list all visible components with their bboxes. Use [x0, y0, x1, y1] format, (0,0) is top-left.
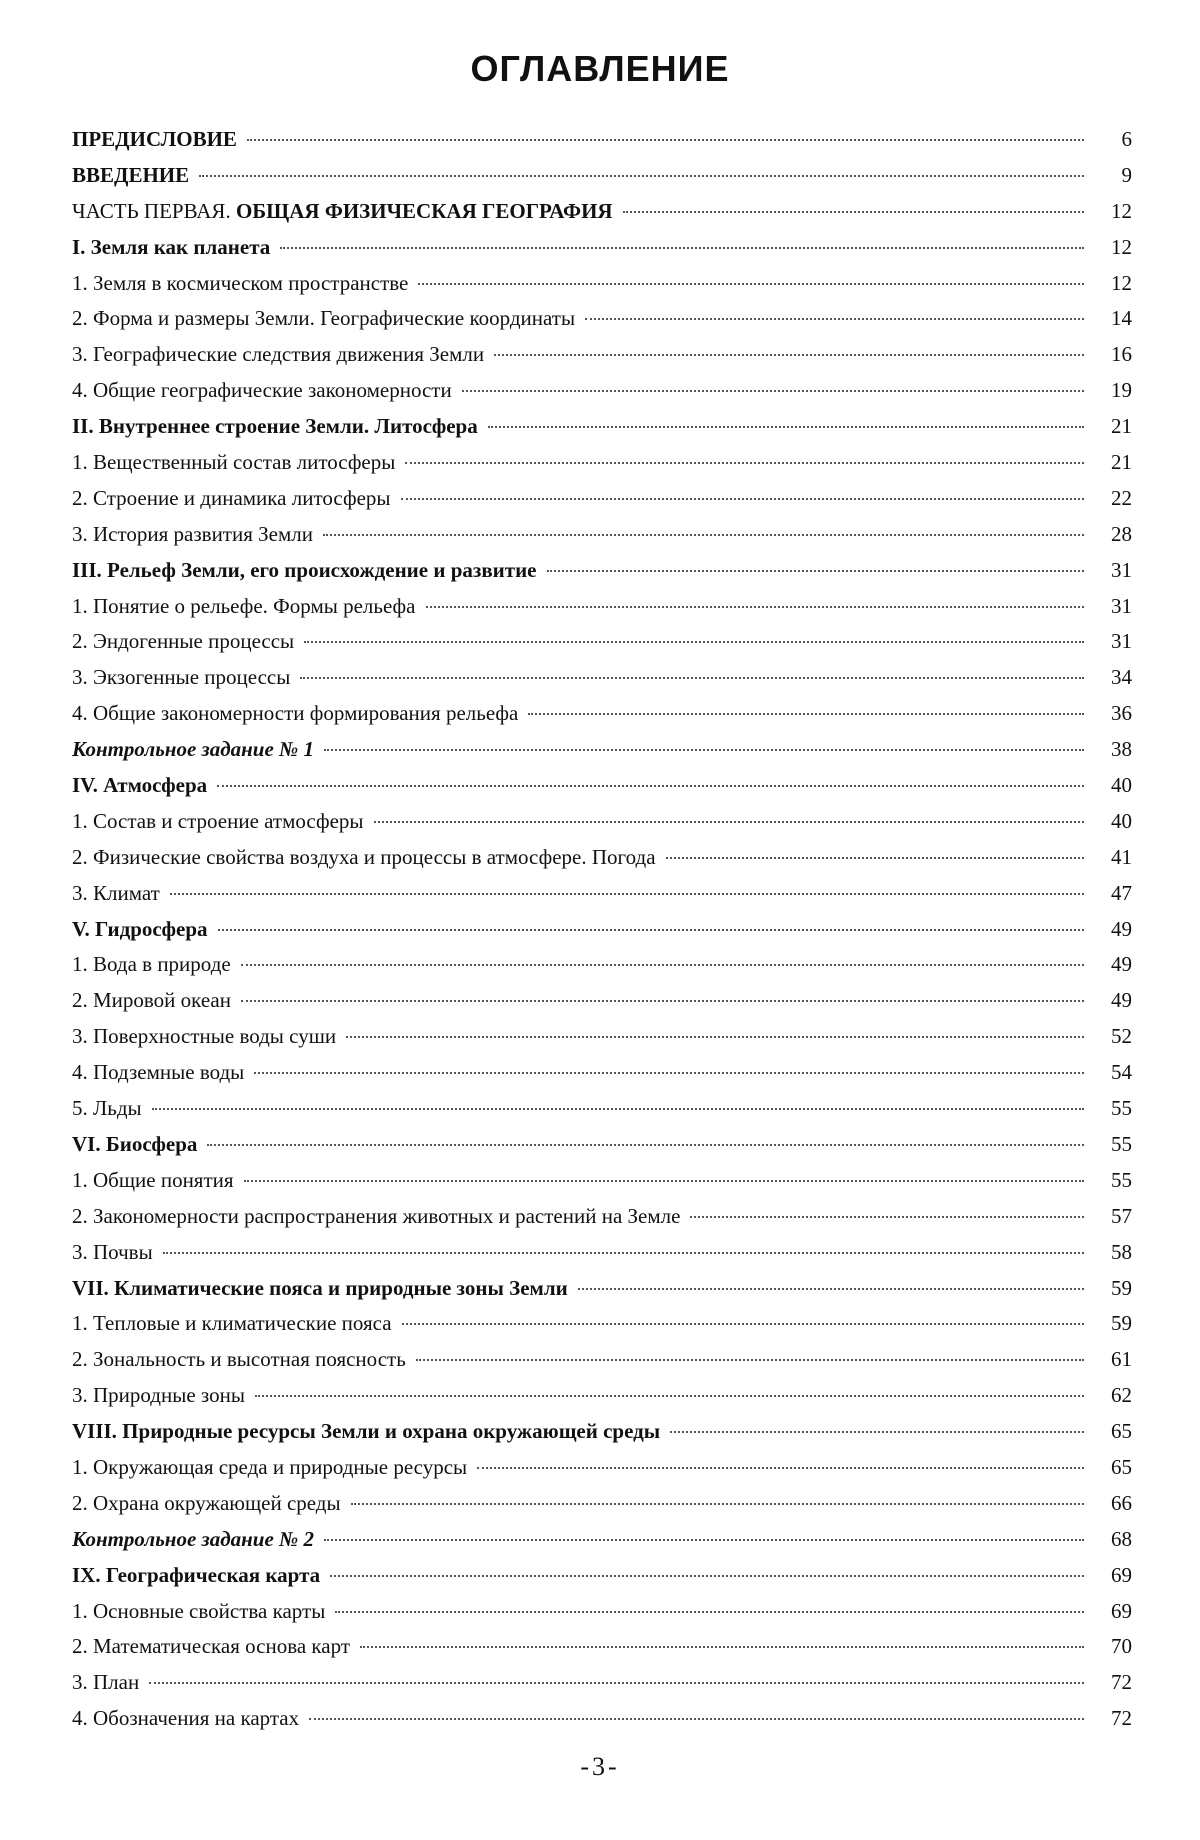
toc-entry-page-number: 69	[1111, 1562, 1132, 1587]
toc-entry	[72, 1055, 1132, 1091]
toc-entry-label: 2. Эндогенные процессы	[72, 629, 295, 654]
toc-entry-page-number: 55	[1111, 1096, 1132, 1121]
toc-entry	[72, 1558, 1132, 1594]
dot-leader	[255, 1374, 1084, 1397]
toc-entry	[72, 768, 1132, 804]
toc-entry-label: 1. Окружающая среда и природные ресурсы	[72, 1454, 468, 1479]
toc-entry-label: 1. Понятие о рельефе. Формы рельефа	[72, 593, 416, 618]
toc-entry	[72, 1594, 1132, 1630]
toc-entry-label: 3. Поверхностные воды суши	[72, 1024, 337, 1049]
toc-entry-page-number: 72	[1111, 1670, 1132, 1695]
toc-entry	[72, 481, 1132, 517]
toc-entry-page-number: 12	[1111, 198, 1132, 223]
dot-leader	[346, 1015, 1084, 1038]
dot-leader	[247, 118, 1084, 141]
dot-leader	[199, 154, 1084, 177]
table-of-contents	[72, 122, 1132, 1737]
toc-entry	[72, 732, 1132, 768]
toc-entry	[72, 230, 1132, 266]
toc-entry-label: 3. Природные зоны	[72, 1383, 245, 1408]
toc-entry	[72, 445, 1132, 481]
toc-entry-page-number: 28	[1111, 521, 1132, 546]
toc-entry	[72, 301, 1132, 337]
toc-entry-page-number: 16	[1111, 342, 1132, 367]
toc-entry-page-number: 14	[1111, 306, 1132, 331]
dot-leader	[163, 1231, 1084, 1254]
toc-entry	[72, 840, 1132, 876]
dot-leader	[217, 764, 1084, 787]
toc-entry	[72, 1665, 1132, 1701]
toc-entry-page-number: 49	[1111, 988, 1132, 1013]
toc-entry-label: II. Внутреннее строение Земли. Литосфера	[72, 414, 478, 439]
toc-entry-page-number: 36	[1111, 701, 1132, 726]
toc-entry-label: 1. Вода в природе	[72, 952, 231, 977]
toc-entry-label: 2. Математическая основа карт	[72, 1634, 351, 1659]
toc-entry-page-number: 31	[1111, 629, 1132, 654]
dot-leader	[585, 297, 1084, 320]
toc-entry	[72, 1091, 1132, 1127]
toc-entry	[72, 266, 1132, 302]
toc-entry-label: 4. Подземные воды	[72, 1060, 245, 1085]
toc-entry	[72, 804, 1132, 840]
dot-leader	[280, 226, 1084, 249]
dot-leader	[416, 1338, 1084, 1361]
toc-entry-label: 1. Основные свойства карты	[72, 1598, 326, 1623]
toc-entry-page-number: 12	[1111, 234, 1132, 259]
toc-entry-label: 3. Географические следствия движения Земли	[72, 342, 485, 367]
toc-entry	[72, 1414, 1132, 1450]
toc-entry-label: ЧАСТЬ ПЕРВАЯ. ОБЩАЯ ФИЗИЧЕСКАЯ ГЕОГРАФИЯ	[72, 198, 613, 223]
toc-entry-label: Контрольное задание № 1	[72, 737, 315, 762]
toc-entry-page-number: 9	[1121, 162, 1132, 187]
dot-leader	[578, 1267, 1084, 1290]
dot-leader	[528, 692, 1084, 715]
toc-entry-label: 2. Форма и размеры Земли. Географические координаты	[72, 306, 576, 331]
toc-entry-label: 2. Мировой океан	[72, 988, 231, 1013]
dot-leader	[218, 908, 1085, 931]
toc-entry	[72, 1378, 1132, 1414]
dot-leader	[323, 513, 1084, 536]
toc-entry-label: 2. Зональность и высотная поясность	[72, 1347, 406, 1372]
toc-entry	[72, 660, 1132, 696]
dot-leader	[330, 1554, 1084, 1577]
toc-entry-label: V. Гидросфера	[72, 916, 208, 941]
toc-entry-label: 1. Вещественный состав литосферы	[72, 450, 396, 475]
toc-entry	[72, 517, 1132, 553]
toc-entry-label: 2. Физические свойства воздуха и процессы в атмосфере. Погода	[72, 844, 656, 869]
toc-entry-page-number: 66	[1111, 1490, 1132, 1515]
toc-entry-page-number: 22	[1111, 485, 1132, 510]
dot-leader	[623, 190, 1084, 213]
dot-leader	[462, 369, 1084, 392]
toc-entry	[72, 1306, 1132, 1342]
dot-leader	[149, 1661, 1084, 1684]
dot-leader	[402, 1302, 1084, 1325]
toc-entry-page-number: 57	[1111, 1203, 1132, 1228]
toc-entry-label: 3. План	[72, 1670, 140, 1695]
toc-entry-page-number: 65	[1111, 1454, 1132, 1479]
toc-entry-label: ПРЕДИСЛОВИЕ	[72, 127, 237, 151]
toc-entry	[72, 1342, 1132, 1378]
toc-entry-page-number: 62	[1111, 1383, 1132, 1408]
toc-entry	[72, 194, 1132, 230]
dot-leader	[360, 1625, 1084, 1648]
toc-entry-label: 2. Охрана окружающей среды	[72, 1490, 341, 1515]
dot-leader	[324, 1518, 1084, 1541]
toc-entry	[72, 1701, 1132, 1737]
dot-leader	[324, 728, 1084, 751]
toc-entry-page-number: 31	[1111, 593, 1132, 618]
dot-leader	[477, 1446, 1084, 1469]
toc-entry	[72, 122, 1132, 158]
dot-leader	[374, 800, 1084, 823]
toc-entry-page-number: 34	[1111, 665, 1132, 690]
toc-entry	[72, 1271, 1132, 1307]
toc-entry-label: 4. Общие географические закономерности	[72, 378, 452, 403]
toc-entry-label: 3. Климат	[72, 880, 160, 905]
dot-leader	[335, 1590, 1084, 1613]
toc-entry	[72, 553, 1132, 589]
toc-entry-page-number: 70	[1111, 1634, 1132, 1659]
toc-entry-page-number: 38	[1111, 737, 1132, 762]
dot-leader	[494, 333, 1084, 356]
toc-entry-label: VII. Климатические пояса и природные зоны Земли	[72, 1275, 568, 1300]
toc-entry-page-number: 40	[1111, 773, 1132, 798]
dot-leader	[670, 1410, 1084, 1433]
toc-entry-label: 5. Льды	[72, 1096, 142, 1121]
dot-leader	[426, 585, 1085, 608]
toc-entry-label: Контрольное задание № 2	[72, 1526, 315, 1551]
toc-entry-label: 3. Экзогенные процессы	[72, 665, 291, 690]
toc-entry	[72, 1522, 1132, 1558]
toc-entry-label: ВВЕДЕНИЕ	[72, 162, 190, 187]
toc-entry-page-number: 40	[1111, 808, 1132, 833]
toc-entry	[72, 409, 1132, 445]
toc-entry-label: III. Рельеф Земли, его происхождение и развитие	[72, 557, 537, 582]
toc-entry-page-number: 52	[1111, 1024, 1132, 1049]
toc-entry	[72, 1199, 1132, 1235]
dot-leader	[254, 1051, 1084, 1074]
toc-entry-page-number: 49	[1111, 916, 1132, 941]
toc-entry-page-number: 54	[1111, 1060, 1132, 1085]
toc-entry	[72, 912, 1132, 948]
toc-entry	[72, 876, 1132, 912]
dot-leader	[418, 262, 1084, 285]
toc-entry	[72, 624, 1132, 660]
toc-entry-label: 4. Общие закономерности формирования рельефа	[72, 701, 519, 726]
toc-entry-label: IX. Географическая карта	[72, 1562, 321, 1587]
toc-entry-label: 2. Строение и динамика литосферы	[72, 485, 391, 510]
dot-leader	[304, 620, 1084, 643]
dot-leader	[351, 1482, 1084, 1505]
dot-leader	[207, 1123, 1084, 1146]
toc-entry	[72, 337, 1132, 373]
dot-leader	[152, 1087, 1084, 1110]
toc-entry-page-number: 49	[1111, 952, 1132, 977]
toc-entry-label: 2. Закономерности распространения животных и растений на Земле	[72, 1203, 681, 1228]
page-number: -3-	[580, 1752, 620, 1781]
toc-entry	[72, 696, 1132, 732]
toc-entry-page-number: 12	[1111, 270, 1132, 295]
toc-entry	[72, 589, 1132, 625]
dot-leader	[241, 943, 1084, 966]
toc-entry	[72, 373, 1132, 409]
toc-entry-label: VI. Биосфера	[72, 1131, 198, 1156]
toc-entry-label: 3. Почвы	[72, 1239, 153, 1264]
toc-entry-page-number: 59	[1111, 1311, 1132, 1336]
toc-entry	[72, 1019, 1132, 1055]
dot-leader	[309, 1697, 1084, 1720]
toc-entry-page-number: 55	[1111, 1167, 1132, 1192]
dot-leader	[666, 836, 1084, 859]
toc-entry-label: VIII. Природные ресурсы Земли и охрана окружающей среды	[72, 1419, 661, 1444]
toc-entry-page-number: 47	[1111, 880, 1132, 905]
toc-entry	[72, 947, 1132, 983]
toc-entry	[72, 1163, 1132, 1199]
toc-entry-page-number: 31	[1111, 557, 1132, 582]
toc-entry-label: 1. Земля в космическом пространстве	[72, 270, 409, 295]
toc-entry-label: 4. Обозначения на картах	[72, 1706, 300, 1731]
toc-entry-page-number: 6	[1121, 127, 1132, 151]
toc-entry	[72, 158, 1132, 194]
toc-entry-label: 1. Состав и строение атмосферы	[72, 808, 364, 833]
toc-entry-label: IV. Атмосфера	[72, 773, 208, 798]
dot-leader	[690, 1195, 1084, 1218]
dot-leader	[170, 872, 1084, 895]
toc-entry	[72, 1235, 1132, 1271]
dot-leader	[401, 477, 1085, 500]
page-title: ОГЛАВЛЕНИЕ	[470, 48, 730, 89]
dot-leader	[547, 549, 1085, 572]
toc-entry-page-number: 58	[1111, 1239, 1132, 1264]
toc-entry-page-number: 19	[1111, 378, 1132, 403]
toc-entry-label: I. Земля как планета	[72, 234, 271, 259]
toc-entry-label: 1. Общие понятия	[72, 1167, 234, 1192]
toc-entry-page-number: 68	[1111, 1526, 1132, 1551]
toc-entry	[72, 1629, 1132, 1665]
toc-entry-page-number: 55	[1111, 1131, 1132, 1156]
toc-entry-page-number: 69	[1111, 1598, 1132, 1623]
toc-entry-page-number: 21	[1111, 450, 1132, 475]
toc-entry	[72, 983, 1132, 1019]
toc-entry-page-number: 21	[1111, 414, 1132, 439]
toc-entry-page-number: 72	[1111, 1706, 1132, 1731]
toc-entry-label: 1. Тепловые и климатические пояса	[72, 1311, 392, 1336]
toc-entry-label: 3. История развития Земли	[72, 521, 313, 546]
toc-entry	[72, 1127, 1132, 1163]
toc-entry	[72, 1450, 1132, 1486]
dot-leader	[405, 441, 1084, 464]
dot-leader	[300, 656, 1084, 679]
dot-leader	[488, 405, 1084, 428]
toc-entry	[72, 1486, 1132, 1522]
dot-leader	[244, 1159, 1084, 1182]
toc-entry-page-number: 41	[1111, 844, 1132, 869]
toc-entry-page-number: 61	[1111, 1347, 1132, 1372]
toc-entry-page-number: 65	[1111, 1419, 1132, 1444]
toc-entry-page-number: 59	[1111, 1275, 1132, 1300]
dot-leader	[241, 979, 1084, 1002]
